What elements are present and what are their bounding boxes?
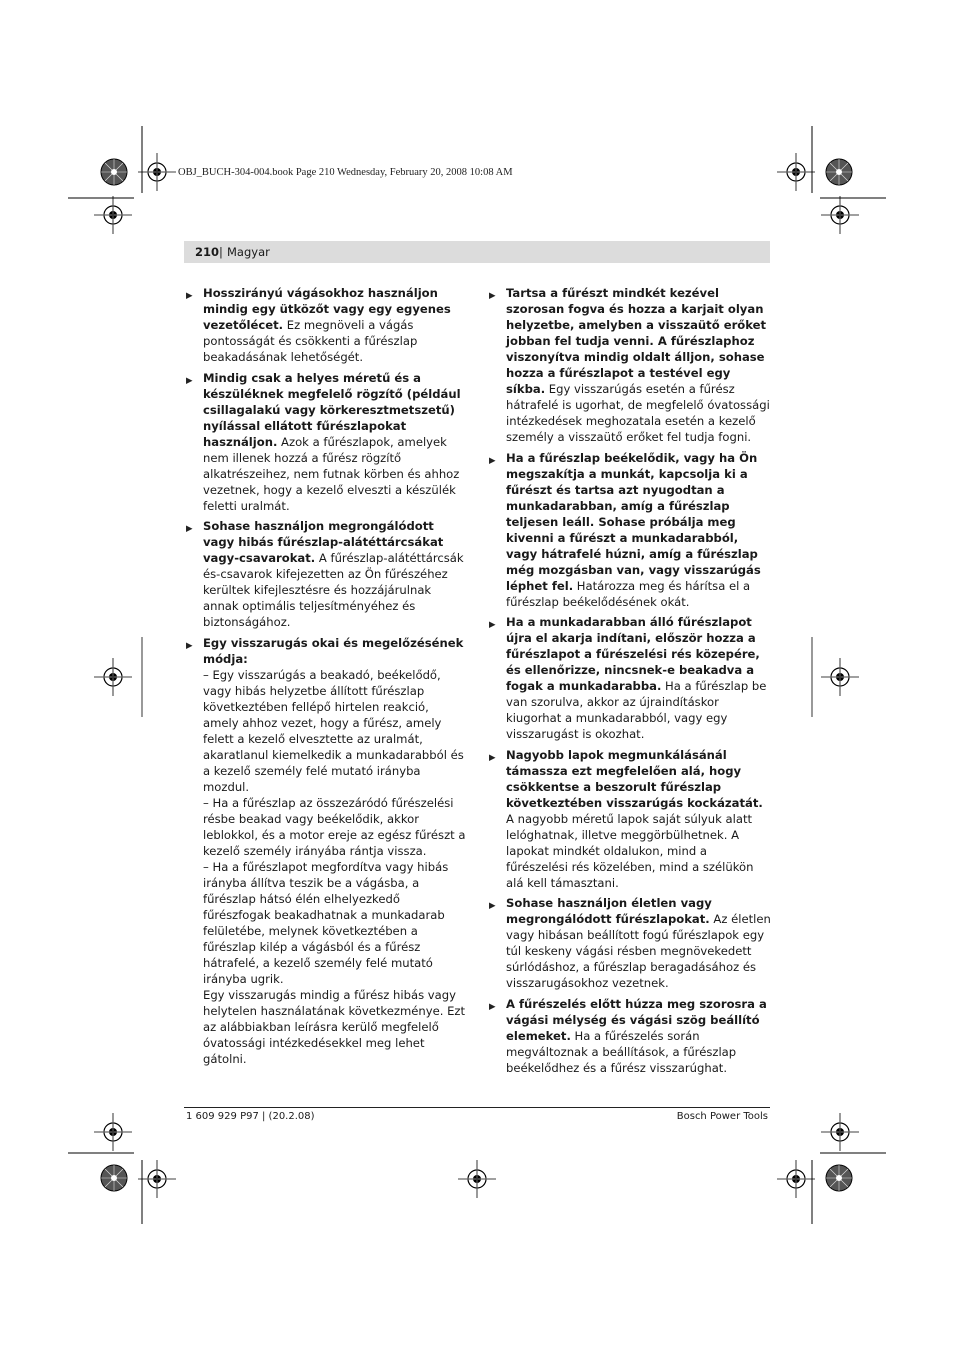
list-item [186, 370, 468, 514]
bullet-icon: ▶ [489, 620, 496, 630]
color-wheel-icon [101, 159, 127, 185]
bullet-icon: ▶ [186, 291, 193, 301]
color-wheel-icon [826, 159, 852, 185]
item-text: Az életlen vagy hibásan beállított fogú fűrészlapok egy túl keskeny vágási résben megnövekedett súrlódáshoz, a fűrészlap beragadásához és visszarugásokhoz vezetnek. [506, 912, 771, 990]
footer-brand: Bosch Power Tools [676, 1111, 768, 1122]
bullet-icon: ▶ [186, 375, 193, 386]
right-column [489, 285, 772, 1080]
bullet-icon: ▶ [186, 524, 193, 534]
kickback-paragraph: Egy visszarugás mindig a fűrész hibás vagy helytelen használatának következménye. Ezt az alábbiakban leírásra kerülő megfelelő óvatossági intézkedésekkel meg lehet gátolni. [203, 987, 466, 1066]
item-text: Ha a fűrészelés során megváltoznak a beállítások, a fűrészlap beékelődhez és a fűrész visszarúghat. [506, 1028, 737, 1075]
item-text: Ha a fűrészlap be van szorulva, akkor az újraindításkor kiugorhat a munkadarabból, vagy egy visszarugást is okozhat. [506, 679, 767, 741]
left-column [186, 285, 468, 1071]
list-item [186, 518, 468, 630]
print-info: OBJ_BUCH-304-004.book Page 210 Wednesday, February 20, 2008 10:08 AM [178, 167, 513, 178]
bullet-icon: ▶ [489, 752, 496, 763]
item-text: A nagyobb méretű lapok saját súlyuk alatt lelóghatnak, illetve meggörbülhetnek. A lapokat mindkét oldalukon, mind a fűrészelési rés közelében, mind a szélükön alá kell támasztani. [506, 811, 754, 890]
item-bold-text: Nagyobb lapok megmunkálásánál támassza ezt megfelelően alá, hogy csökkentse a beszorult fűrészlap következtében visszarúgás kockázatát. [506, 747, 763, 810]
color-wheel-icon [101, 1165, 127, 1191]
list-item [186, 285, 468, 365]
bullet-icon: ▶ [489, 455, 496, 466]
item-bold-text: Sohase használjon életlen vagy megrongálódott fűrészlapokat. [506, 896, 712, 926]
kickback-paragraph: – Ha a fűrészlap az összezáródó fűrészelési résbe beakad vagy beékelődik, akkor leblokkol, és a motor ereje az egész fűrészt a kezelő személy irányába rántja vissza. [203, 795, 466, 858]
kickback-paragraph: – Ha a fűrészlapot megfordítva vagy hibás irányba állítva teszik be a vágásba, a fűrészlap hátsó élén elhelyezkedő fűrészfogak beakadhatnak a munkadarab felületébe, melynek következtében a fűrészlap kilép a vágásból és a fűrész hátrafelé, a kezelő személy felé mutató irányba ugrik. [203, 859, 449, 986]
bullet-icon: ▶ [489, 291, 496, 301]
kickback-paragraph: – Egy visszarúgás a beakadó, beékelődő, vagy hibás helyzetbe állított fűrészlap következtében fellépő hirtelen reakció, amely ahhoz vezet, hogy a fűrész, amely felett a kezelő elvesztette az uralmát, akaratlanul kiemelkedik a munkadarabból és a kezelő személy felé mutató irányba mozdul. [203, 667, 464, 794]
footer-doc-number: 1 609 929 P97 | (20.2.08) [186, 1111, 315, 1122]
item-bold-text: Egy visszarugás okai és megelőzésének módja: [203, 635, 464, 666]
footer-divider [184, 1107, 770, 1108]
list-item [489, 747, 772, 891]
item-bold-text: Hosszirányú vágásokhoz használjon mindig egy ütközőt vagy egy egyenes vezetőlécet. [203, 286, 451, 332]
item-bold-text: Mindig csak a helyes méretű és a készüléknek megfelelő rögzítő (például csillagalakú vagy körkeresztmetszetű) nyílással ellátott fűrészlapokat használjon. [203, 370, 461, 449]
list-item [489, 614, 772, 742]
language-label: Magyar [227, 245, 270, 259]
item-text: Egy visszarúgás esetén a fűrész hátrafelé is ugorhat, de megfelelő óvatossági intézkedések meghozatala esetén a kezelő személy a visszaütő erőket fel tudja fogni. [506, 382, 770, 444]
page-header [184, 241, 770, 263]
item-bold-text: Sohase használjon megrongálódott vagy hibás fűrészlap-alátéttárcsákat vagy-csavarokat. [203, 519, 444, 565]
list-item [489, 895, 772, 991]
item-bold-text: Tartsa a fűrészt mindkét kezével szorosan fogva és hozza a karjait olyan helyzetbe, amelyben a visszaütő erőket jobban fel tudja venni. A fűrészlaphoz viszonyítva mindig oldalt álljon, sohase hozza a fűrészlapot a testével egy síkba. [506, 286, 767, 396]
color-wheel-icon [826, 1165, 852, 1191]
item-bold-text: A fűrészelés előtt húzza meg szorosra a vágási mélység és vágási szög beállító elemeket. [506, 996, 767, 1043]
item-text: Ez megnöveli a vágás pontosságát és csökkenti a fűrészlap beakadásának lehetőségét. [203, 318, 418, 364]
item-bold-text: Ha a munkadarabban álló fűrészlapot újra el akarja indítani, először hozza a fűrészlapot a fűrészelési rés közepére, és ellenőrizze, nincsnek-e beakadva a fogak a munkadarabba. [506, 615, 760, 693]
bullet-icon: ▶ [489, 1001, 496, 1012]
page-number: 210 [195, 245, 220, 259]
item-bold-text: Ha a fűrészlap beékelődik, vagy ha Ön megszakítja a munkát, kapcsolja ki a fűrészt és tartsa azt nyugodtan a munkadarabban, amíg a fűrészlap teljesen leáll. Sohase próbálja meg kivenni a fűrészt a munkadarabból, vagy hátrafelé húzni, amíg a fűrészlap még mozgásban van, vagy visszarúgás léphet fel. [506, 450, 761, 593]
header-separator: | [219, 245, 223, 259]
list-item [489, 285, 772, 445]
list-item [186, 635, 468, 1067]
item-text: A fűrészlap-alátéttárcsák és-csavarok kifejezetten az Ön fűrészéhez kerültek kifejlesztésre és hozzájárulnak annak optimális teljesítményéhez és biztonságához. [203, 551, 464, 629]
bullet-icon: ▶ [186, 640, 193, 651]
list-item [489, 996, 772, 1076]
item-text: Azok a fűrészlapok, amelyek nem illenek hozzá a fűrész rögzítő alkatrészeihez, nem futnak körben és ahhoz vezetnek, hogy a kezelő elveszti a készülék feletti uralmát. [203, 434, 460, 513]
item-text: Határozza meg és hárítsa el a fűrészlap beékelődésének okát. [506, 578, 751, 609]
bullet-icon: ▶ [489, 901, 496, 911]
list-item [489, 450, 772, 610]
